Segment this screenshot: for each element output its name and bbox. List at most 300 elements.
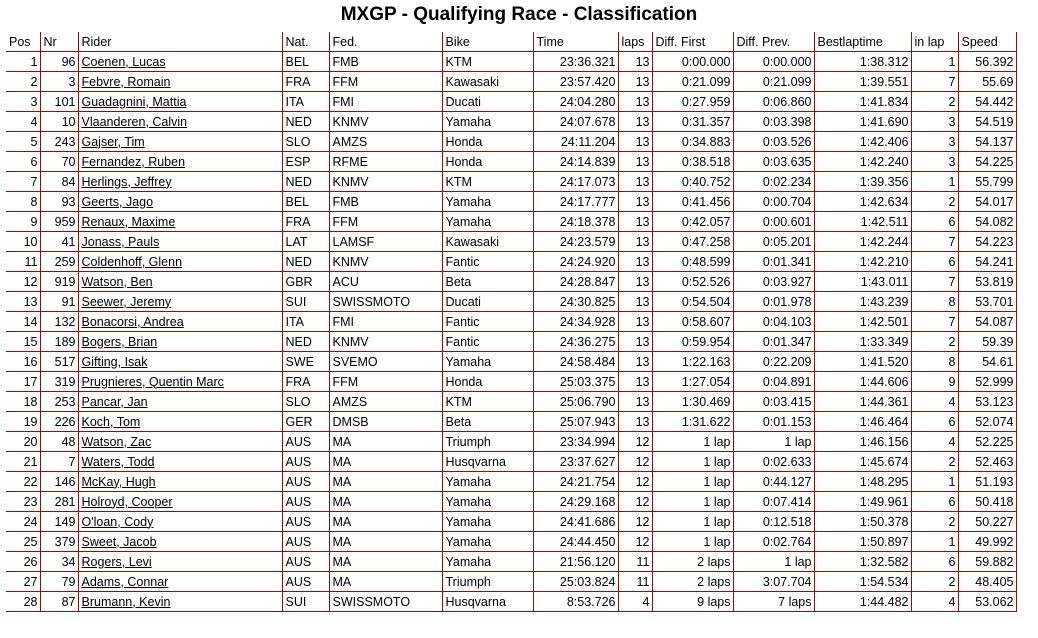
bestlaptime-cell: 1:42.244 xyxy=(814,232,911,252)
table-row xyxy=(6,192,1016,212)
bestlaptime-cell: 1:42.501 xyxy=(814,312,911,332)
speed-cell: 49.992 xyxy=(958,532,1016,552)
fed-cell: FMI xyxy=(329,92,442,112)
table-row xyxy=(6,232,1016,252)
in-lap-cell: 6 xyxy=(911,552,958,572)
rider-link[interactable]: Fernandez, Ruben xyxy=(81,154,186,169)
time-cell: 23:34.994 xyxy=(533,432,618,452)
pos-cell: 6 xyxy=(6,152,40,172)
time-cell: 25:07.943 xyxy=(533,412,618,432)
nat-cell: FRA xyxy=(282,72,329,92)
rider-link[interactable]: Herlings, Jeffrey xyxy=(81,174,172,189)
fed-cell: AMZS xyxy=(329,392,442,412)
rider-link[interactable]: Brumann, Kevin xyxy=(81,594,171,609)
rider-link[interactable]: Adams, Connar xyxy=(81,574,169,589)
laps-cell: 13 xyxy=(618,152,652,172)
in-lap-cell: 1 xyxy=(911,532,958,552)
rider-link[interactable]: O'loan, Cody xyxy=(81,514,154,529)
in-lap-cell: 4 xyxy=(911,592,958,612)
rider-link[interactable]: Prugnieres, Quentin Marc xyxy=(81,374,224,389)
bike-cell: Ducati xyxy=(442,292,533,312)
time-cell: 24:11.204 xyxy=(533,132,618,152)
nat-cell: NED xyxy=(282,332,329,352)
bestlaptime-cell: 1:39.551 xyxy=(814,72,911,92)
time-cell: 23:36.321 xyxy=(533,52,618,72)
bike-cell: Fantic xyxy=(442,312,533,332)
bestlaptime-cell: 1:42.634 xyxy=(814,192,911,212)
diff-first-cell: 0:34.883 xyxy=(652,132,733,152)
diff-first-cell: 0:54.504 xyxy=(652,292,733,312)
nat-cell: BEL xyxy=(282,192,329,212)
bestlaptime-cell: 1:33.349 xyxy=(814,332,911,352)
bestlaptime-cell: 1:50.897 xyxy=(814,532,911,552)
speed-cell: 54.082 xyxy=(958,212,1016,232)
nr-cell: 87 xyxy=(40,592,78,612)
bestlaptime-cell: 1:54.534 xyxy=(814,572,911,592)
rider-link[interactable]: Watson, Ben xyxy=(81,274,153,289)
nat-cell: AUS xyxy=(282,532,329,552)
pos-cell: 19 xyxy=(6,412,40,432)
rider-cell xyxy=(78,152,282,172)
pos-cell: 17 xyxy=(6,372,40,392)
bike-cell: Beta xyxy=(442,412,533,432)
table-row xyxy=(6,292,1016,312)
rider-cell xyxy=(78,392,282,412)
nr-cell: 70 xyxy=(40,152,78,172)
nat-cell: AUS xyxy=(282,512,329,532)
pos-cell: 22 xyxy=(6,472,40,492)
in-lap-cell: 9 xyxy=(911,372,958,392)
rider-link[interactable]: Gifting, Isak xyxy=(81,354,148,369)
fed-cell: AMZS xyxy=(329,132,442,152)
time-cell: 24:28.847 xyxy=(533,272,618,292)
pos-cell: 21 xyxy=(6,452,40,472)
rider-cell xyxy=(78,352,282,372)
diff-prev-cell: 0:07.414 xyxy=(733,492,814,512)
in-lap-cell: 6 xyxy=(911,492,958,512)
rider-link[interactable]: Watson, Zac xyxy=(81,434,152,449)
pos-cell: 11 xyxy=(6,252,40,272)
col-header-rider: Rider xyxy=(78,33,282,52)
time-cell: 24:58.484 xyxy=(533,352,618,372)
time-cell: 24:14.839 xyxy=(533,152,618,172)
bestlaptime-cell: 1:42.240 xyxy=(814,152,911,172)
diff-prev-cell: 0:06.860 xyxy=(733,92,814,112)
speed-cell: 54.241 xyxy=(958,252,1016,272)
speed-cell: 54.087 xyxy=(958,312,1016,332)
diff-prev-cell: 0:22.209 xyxy=(733,352,814,372)
bestlaptime-cell: 1:44.482 xyxy=(814,592,911,612)
nr-cell: 10 xyxy=(40,112,78,132)
bestlaptime-cell: 1:42.511 xyxy=(814,212,911,232)
speed-cell: 53.123 xyxy=(958,392,1016,412)
time-cell: 21:56.120 xyxy=(533,552,618,572)
rider-cell xyxy=(78,532,282,552)
fed-cell: FMI xyxy=(329,312,442,332)
diff-first-cell: 0:40.752 xyxy=(652,172,733,192)
fed-cell: FMB xyxy=(329,192,442,212)
nr-cell: 84 xyxy=(40,172,78,192)
fed-cell: MA xyxy=(329,492,442,512)
rider-link[interactable]: Guadagnini, Mattia xyxy=(81,94,187,109)
col-header-nat: Nat. xyxy=(282,33,329,52)
laps-cell: 13 xyxy=(618,312,652,332)
table-row xyxy=(6,392,1016,412)
diff-first-cell: 0:58.607 xyxy=(652,312,733,332)
nr-cell: 79 xyxy=(40,572,78,592)
rider-link[interactable]: Jonass, Pauls xyxy=(81,234,160,249)
rider-link[interactable]: Bogers, Brian xyxy=(81,334,158,349)
rider-link[interactable]: Rogers, Levi xyxy=(81,554,152,569)
bestlaptime-cell: 1:43.239 xyxy=(814,292,911,312)
diff-first-cell: 0:47.258 xyxy=(652,232,733,252)
col-header-diff-first: Diff. First xyxy=(652,33,733,52)
nat-cell: ITA xyxy=(282,312,329,332)
bike-cell: Kawasaki xyxy=(442,232,533,252)
nr-cell: 132 xyxy=(40,312,78,332)
table-row xyxy=(6,552,1016,572)
laps-cell: 12 xyxy=(618,532,652,552)
header-row xyxy=(6,33,1016,52)
bestlaptime-cell: 1:42.406 xyxy=(814,132,911,152)
bestlaptime-cell: 1:49.961 xyxy=(814,492,911,512)
laps-cell: 13 xyxy=(618,212,652,232)
nr-cell: 146 xyxy=(40,472,78,492)
in-lap-cell: 3 xyxy=(911,152,958,172)
time-cell: 24:34.928 xyxy=(533,312,618,332)
time-cell: 24:44.450 xyxy=(533,532,618,552)
rider-link[interactable]: Gajser, Tim xyxy=(81,134,145,149)
table-row xyxy=(6,252,1016,272)
nat-cell: FRA xyxy=(282,212,329,232)
time-cell: 8:53.726 xyxy=(533,592,618,612)
rider-cell xyxy=(78,52,282,72)
pos-cell: 12 xyxy=(6,272,40,292)
nat-cell: SLO xyxy=(282,132,329,152)
rider-link[interactable]: Pancar, Jan xyxy=(81,394,148,409)
speed-cell: 55.799 xyxy=(958,172,1016,192)
nr-cell: 319 xyxy=(40,372,78,392)
nat-cell: AUS xyxy=(282,552,329,572)
diff-first-cell: 2 laps xyxy=(652,572,733,592)
diff-first-cell: 0:59.954 xyxy=(652,332,733,352)
in-lap-cell: 4 xyxy=(911,392,958,412)
in-lap-cell: 1 xyxy=(911,172,958,192)
rider-link[interactable]: Bonacorsi, Andrea xyxy=(81,314,184,329)
time-cell: 24:41.686 xyxy=(533,512,618,532)
in-lap-cell: 1 xyxy=(911,472,958,492)
laps-cell: 12 xyxy=(618,452,652,472)
speed-cell: 54.61 xyxy=(958,352,1016,372)
table-row xyxy=(6,272,1016,292)
laps-cell: 11 xyxy=(618,572,652,592)
fed-cell: MA xyxy=(329,512,442,532)
laps-cell: 4 xyxy=(618,592,652,612)
laps-cell: 13 xyxy=(618,412,652,432)
rider-cell xyxy=(78,332,282,352)
nat-cell: SWE xyxy=(282,352,329,372)
pos-cell: 28 xyxy=(6,592,40,612)
time-cell: 24:21.754 xyxy=(533,472,618,492)
nr-cell: 919 xyxy=(40,272,78,292)
diff-prev-cell: 0:12.518 xyxy=(733,512,814,532)
nr-cell: 101 xyxy=(40,92,78,112)
diff-first-cell: 1 lap xyxy=(652,452,733,472)
fed-cell: LAMSF xyxy=(329,232,442,252)
diff-prev-cell: 0:01.153 xyxy=(733,412,814,432)
nat-cell: NED xyxy=(282,112,329,132)
nat-cell: SLO xyxy=(282,392,329,412)
pos-cell: 24 xyxy=(6,512,40,532)
pos-cell: 18 xyxy=(6,392,40,412)
diff-prev-cell: 0:21.099 xyxy=(733,72,814,92)
table-row xyxy=(6,52,1016,72)
fed-cell: FMB xyxy=(329,52,442,72)
bike-cell: Yamaha xyxy=(442,352,533,372)
nr-cell: 48 xyxy=(40,432,78,452)
fed-cell: SVEMO xyxy=(329,352,442,372)
nr-cell: 149 xyxy=(40,512,78,532)
diff-prev-cell: 0:44.127 xyxy=(733,472,814,492)
pos-cell: 8 xyxy=(6,192,40,212)
bestlaptime-cell: 1:46.156 xyxy=(814,432,911,452)
pos-cell: 23 xyxy=(6,492,40,512)
nat-cell: NED xyxy=(282,252,329,272)
diff-prev-cell: 0:01.347 xyxy=(733,332,814,352)
rider-cell xyxy=(78,372,282,392)
bike-cell: Triumph xyxy=(442,572,533,592)
col-header-pos: Pos xyxy=(6,33,40,52)
time-cell: 25:03.824 xyxy=(533,572,618,592)
nat-cell: ESP xyxy=(282,152,329,172)
in-lap-cell: 2 xyxy=(911,452,958,472)
page-title: MXGP - Qualifying Race - Classification xyxy=(340,4,698,25)
col-header-speed: Speed xyxy=(958,33,1016,52)
rider-cell xyxy=(78,232,282,252)
table-row xyxy=(6,592,1016,612)
rider-cell xyxy=(78,212,282,232)
bike-cell: Yamaha xyxy=(442,552,533,572)
rider-link[interactable]: Coenen, Lucas xyxy=(81,54,166,69)
rider-link[interactable]: Geerts, Jago xyxy=(81,194,154,209)
speed-cell: 54.225 xyxy=(958,152,1016,172)
rider-cell xyxy=(78,492,282,512)
fed-cell: KNMV xyxy=(329,252,442,272)
diff-prev-cell: 0:02.764 xyxy=(733,532,814,552)
speed-cell: 48.405 xyxy=(958,572,1016,592)
nr-cell: 189 xyxy=(40,332,78,352)
laps-cell: 13 xyxy=(618,172,652,192)
diff-first-cell: 0:27.959 xyxy=(652,92,733,112)
fed-cell: SWISSMOTO xyxy=(329,592,442,612)
speed-cell: 54.442 xyxy=(958,92,1016,112)
diff-prev-cell: 1 lap xyxy=(733,432,814,452)
speed-cell: 53.819 xyxy=(958,272,1016,292)
table-row xyxy=(6,172,1016,192)
nr-cell: 959 xyxy=(40,212,78,232)
bike-cell: Triumph xyxy=(442,432,533,452)
diff-prev-cell: 0:01.978 xyxy=(733,292,814,312)
time-cell: 24:07.678 xyxy=(533,112,618,132)
in-lap-cell: 6 xyxy=(911,212,958,232)
speed-cell: 52.999 xyxy=(958,372,1016,392)
fed-cell: FFM xyxy=(329,72,442,92)
speed-cell: 52.463 xyxy=(958,452,1016,472)
nr-cell: 379 xyxy=(40,532,78,552)
laps-cell: 13 xyxy=(618,372,652,392)
speed-cell: 54.223 xyxy=(958,232,1016,252)
nat-cell: SUI xyxy=(282,292,329,312)
rider-link[interactable]: McKay, Hugh xyxy=(81,474,156,489)
col-header-laps: laps xyxy=(618,33,652,52)
speed-cell: 54.017 xyxy=(958,192,1016,212)
time-cell: 24:23.579 xyxy=(533,232,618,252)
bestlaptime-cell: 1:32.582 xyxy=(814,552,911,572)
diff-prev-cell: 0:03.398 xyxy=(733,112,814,132)
diff-first-cell: 1 lap xyxy=(652,492,733,512)
classification-table xyxy=(6,32,1017,612)
diff-prev-cell: 7 laps xyxy=(733,592,814,612)
rider-link[interactable]: Renaux, Maxime xyxy=(81,214,176,229)
fed-cell: MA xyxy=(329,432,442,452)
diff-prev-cell: 0:00.601 xyxy=(733,212,814,232)
speed-cell: 55.69 xyxy=(958,72,1016,92)
pos-cell: 7 xyxy=(6,172,40,192)
nat-cell: AUS xyxy=(282,432,329,452)
rider-link[interactable]: Waters, Todd xyxy=(81,454,155,469)
rider-link[interactable]: Coldenhoff, Glenn xyxy=(81,254,183,269)
speed-cell: 54.519 xyxy=(958,112,1016,132)
rider-link[interactable]: Seewer, Jeremy xyxy=(81,294,172,309)
diff-prev-cell: 0:03.415 xyxy=(733,392,814,412)
rider-link[interactable]: Vlaanderen, Calvin xyxy=(81,114,188,129)
nat-cell: AUS xyxy=(282,492,329,512)
diff-prev-cell: 0:01.341 xyxy=(733,252,814,272)
nr-cell: 7 xyxy=(40,452,78,472)
rider-cell xyxy=(78,512,282,532)
diff-first-cell: 1:31.622 xyxy=(652,412,733,432)
diff-first-cell: 1:30.469 xyxy=(652,392,733,412)
laps-cell: 13 xyxy=(618,392,652,412)
time-cell: 24:29.168 xyxy=(533,492,618,512)
rider-cell xyxy=(78,572,282,592)
rider-cell xyxy=(78,192,282,212)
speed-cell: 56.392 xyxy=(958,52,1016,72)
in-lap-cell: 8 xyxy=(911,352,958,372)
speed-cell: 59.39 xyxy=(958,332,1016,352)
table-row xyxy=(6,152,1016,172)
diff-first-cell: 9 laps xyxy=(652,592,733,612)
fed-cell: ACU xyxy=(329,272,442,292)
in-lap-cell: 7 xyxy=(911,312,958,332)
rider-link[interactable]: Sweet, Jacob xyxy=(81,534,157,549)
nr-cell: 517 xyxy=(40,352,78,372)
fed-cell: MA xyxy=(329,552,442,572)
laps-cell: 13 xyxy=(618,112,652,132)
nr-cell: 41 xyxy=(40,232,78,252)
col-header-diff-prev: Diff. Prev. xyxy=(733,33,814,52)
diff-first-cell: 1:27.054 xyxy=(652,372,733,392)
table-row xyxy=(6,72,1016,92)
nat-cell: ITA xyxy=(282,92,329,112)
rider-cell xyxy=(78,292,282,312)
table-row xyxy=(6,512,1016,532)
bike-cell: Ducati xyxy=(442,92,533,112)
in-lap-cell: 3 xyxy=(911,112,958,132)
in-lap-cell: 8 xyxy=(911,292,958,312)
col-header-nr: Nr xyxy=(40,33,78,52)
rider-link[interactable]: Febvre, Romain xyxy=(81,74,171,89)
pos-cell: 26 xyxy=(6,552,40,572)
diff-first-cell: 0:52.526 xyxy=(652,272,733,292)
time-cell: 24:24.920 xyxy=(533,252,618,272)
diff-prev-cell: 0:03.635 xyxy=(733,152,814,172)
nr-cell: 259 xyxy=(40,252,78,272)
bestlaptime-cell: 1:46.464 xyxy=(814,412,911,432)
col-header-bestlaptime: Bestlaptime xyxy=(814,33,911,52)
rider-cell xyxy=(78,272,282,292)
diff-first-cell: 1 lap xyxy=(652,432,733,452)
in-lap-cell: 2 xyxy=(911,332,958,352)
bestlaptime-cell: 1:41.520 xyxy=(814,352,911,372)
bestlaptime-cell: 1:38.312 xyxy=(814,52,911,72)
time-cell: 25:03.375 xyxy=(533,372,618,392)
in-lap-cell: 4 xyxy=(911,432,958,452)
pos-cell: 2 xyxy=(6,72,40,92)
nr-cell: 93 xyxy=(40,192,78,212)
time-cell: 23:57.420 xyxy=(533,72,618,92)
table-row xyxy=(6,352,1016,372)
diff-prev-cell: 0:04.891 xyxy=(733,372,814,392)
col-header-in-lap: in lap xyxy=(911,33,958,52)
speed-cell: 59.882 xyxy=(958,552,1016,572)
rider-link[interactable]: Koch, Tom xyxy=(81,414,141,429)
rider-cell xyxy=(78,452,282,472)
speed-cell: 52.074 xyxy=(958,412,1016,432)
nr-cell: 34 xyxy=(40,552,78,572)
table-row xyxy=(6,92,1016,112)
diff-first-cell: 0:38.518 xyxy=(652,152,733,172)
in-lap-cell: 7 xyxy=(911,272,958,292)
bike-cell: Kawasaki xyxy=(442,72,533,92)
diff-prev-cell: 0:02.633 xyxy=(733,452,814,472)
in-lap-cell: 2 xyxy=(911,572,958,592)
in-lap-cell: 2 xyxy=(911,192,958,212)
speed-cell: 50.227 xyxy=(958,512,1016,532)
col-header-time: Time xyxy=(533,33,618,52)
laps-cell: 13 xyxy=(618,332,652,352)
laps-cell: 12 xyxy=(618,492,652,512)
bike-cell: Honda xyxy=(442,372,533,392)
table-row xyxy=(6,572,1016,592)
speed-cell: 50.418 xyxy=(958,492,1016,512)
laps-cell: 11 xyxy=(618,552,652,572)
pos-cell: 3 xyxy=(6,92,40,112)
rider-cell xyxy=(78,172,282,192)
diff-prev-cell: 0:03.927 xyxy=(733,272,814,292)
laps-cell: 13 xyxy=(618,72,652,92)
laps-cell: 13 xyxy=(618,292,652,312)
time-cell: 24:17.073 xyxy=(533,172,618,192)
bestlaptime-cell: 1:44.361 xyxy=(814,392,911,412)
bestlaptime-cell: 1:42.210 xyxy=(814,252,911,272)
laps-cell: 13 xyxy=(618,232,652,252)
rider-link[interactable]: Holroyd, Cooper xyxy=(81,494,173,509)
pos-cell: 27 xyxy=(6,572,40,592)
diff-first-cell: 1 lap xyxy=(652,472,733,492)
nat-cell: FRA xyxy=(282,372,329,392)
diff-first-cell: 1 lap xyxy=(652,512,733,532)
